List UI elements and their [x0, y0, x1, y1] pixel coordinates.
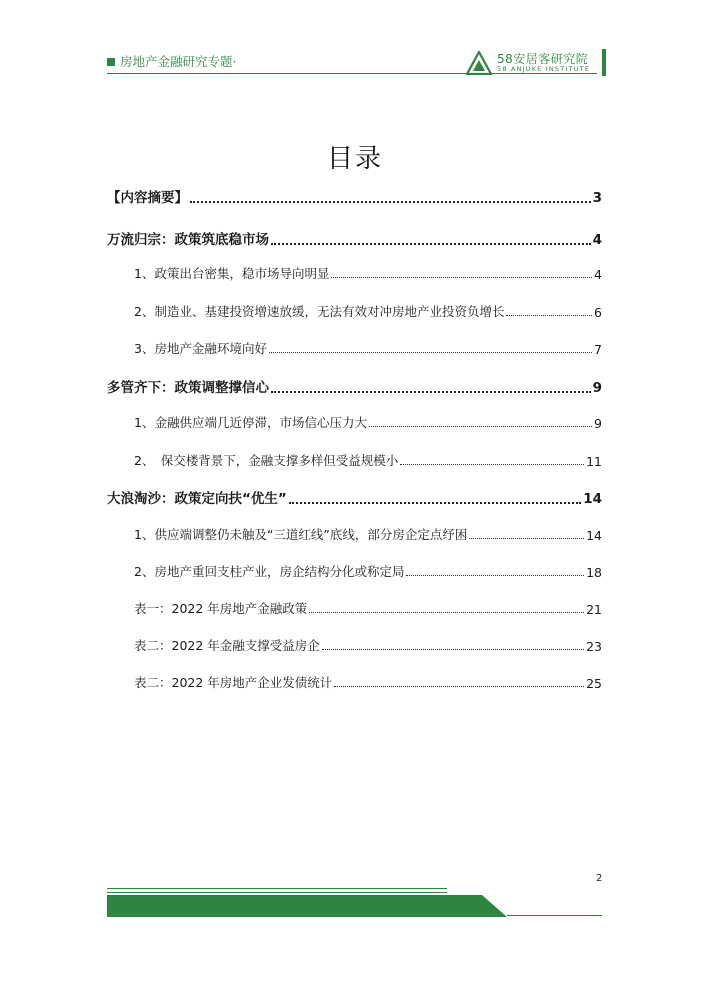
toc-entry-page: 25 [586, 676, 602, 691]
toc-section-entry[interactable] [107, 186, 602, 206]
toc-leader-dots [506, 314, 592, 316]
toc-subsection-entry[interactable] [134, 562, 602, 580]
logo-chinese-text: 58安居客研究院 [497, 52, 589, 66]
page-number: 2 [596, 873, 603, 884]
toc-subsection-entry[interactable] [134, 673, 602, 691]
toc-entry-page: 6 [594, 305, 602, 320]
logo-english-text: 58 ANJUKE INSTITUTE [497, 65, 591, 73]
toc-entry-label: 1、供应端调整仍未触及“三道红线”底线，部分房企定点纾困 [134, 527, 468, 542]
toc-leader-dots [289, 501, 581, 504]
toc-leader-dots [190, 200, 591, 203]
toc-entry-page: 4 [594, 267, 602, 282]
logo-bar [602, 49, 606, 76]
toc-subsection-entry[interactable] [134, 339, 602, 357]
footer-rule-top [107, 888, 447, 889]
toc-entry-page: 7 [594, 342, 602, 357]
toc-subsection-entry[interactable] [134, 264, 602, 282]
toc-section-entry[interactable] [107, 376, 602, 396]
toc-leader-dots [369, 425, 592, 427]
publisher-logo [466, 49, 606, 77]
toc-subsection-entry[interactable] [134, 636, 602, 654]
toc-entry-label: 2、 保交楼背景下，金融支撑多样但受益规模小 [134, 453, 399, 468]
toc-entry-page: 23 [586, 639, 602, 654]
toc-section-entry[interactable] [107, 487, 602, 507]
logo-triangle-icon [466, 51, 492, 75]
footer-rule-right [507, 915, 602, 916]
toc-leader-dots [469, 537, 584, 539]
header-square-icon [107, 58, 115, 66]
toc-leader-dots [406, 574, 584, 576]
toc-entry-label: 2、房地产重回支柱产业，房企结构分化或称定局 [134, 564, 405, 579]
toc-subsection-entry[interactable] [134, 413, 602, 431]
toc-entry-label: 表二：2022 年房地产企业发债统计 [134, 675, 333, 690]
toc-leader-dots [400, 463, 584, 465]
header-title: 房地产金融研究专题· [120, 54, 237, 69]
toc-entry-label: 表二：2022 年金融支撑受益房企 [134, 638, 320, 653]
toc-subsection-entry[interactable] [134, 302, 602, 320]
toc-entry-page: 3 [592, 190, 602, 206]
toc-leader-dots [271, 242, 591, 245]
toc-section-entry[interactable] [107, 228, 602, 248]
toc-entry-label: 多管齐下：政策调整撑信心 [107, 380, 269, 396]
toc-leader-dots [309, 611, 584, 613]
footer-green-band [107, 895, 507, 917]
toc-entry-page: 9 [592, 380, 602, 396]
toc-entry-label: 表一：2022 年房地产金融政策 [134, 601, 308, 616]
toc-entry-label: 大浪淘沙：政策定向扶“优生” [107, 491, 287, 507]
toc-subsection-entry[interactable] [134, 451, 602, 469]
toc-entry-page: 14 [583, 491, 602, 507]
toc-entry-label: 万流归宗：政策筑底稳市场 [107, 232, 269, 248]
toc-entry-label: 1、政策出台密集，稳市场导向明显 [134, 266, 330, 281]
toc-leader-dots [269, 351, 592, 353]
toc-entry-label: 1、金融供应端几近停滞，市场信心压力大 [134, 415, 367, 430]
toc-subsection-entry[interactable] [134, 525, 602, 543]
toc-entry-page: 21 [586, 602, 602, 617]
toc-entry-page: 14 [586, 528, 602, 543]
toc-entry-page: 11 [586, 454, 602, 469]
toc-leader-dots [322, 648, 584, 650]
toc-title: 目录 [326, 144, 383, 174]
toc-entry-page: 18 [586, 565, 602, 580]
footer-rule-second [107, 892, 447, 893]
toc-entry-label: 【内容摘要】 [107, 190, 188, 206]
toc-subsection-entry[interactable] [134, 599, 602, 617]
toc-leader-dots [271, 390, 591, 393]
toc-entry-page: 9 [594, 416, 602, 431]
toc-leader-dots [334, 685, 584, 687]
toc-entry-label: 2、制造业、基建投资增速放缓，无法有效对冲房地产业投资负增长 [134, 304, 505, 319]
toc-leader-dots [331, 276, 592, 278]
toc-entry-label: 3、房地产金融环境向好 [134, 341, 267, 356]
toc-entry-page: 4 [592, 232, 602, 248]
